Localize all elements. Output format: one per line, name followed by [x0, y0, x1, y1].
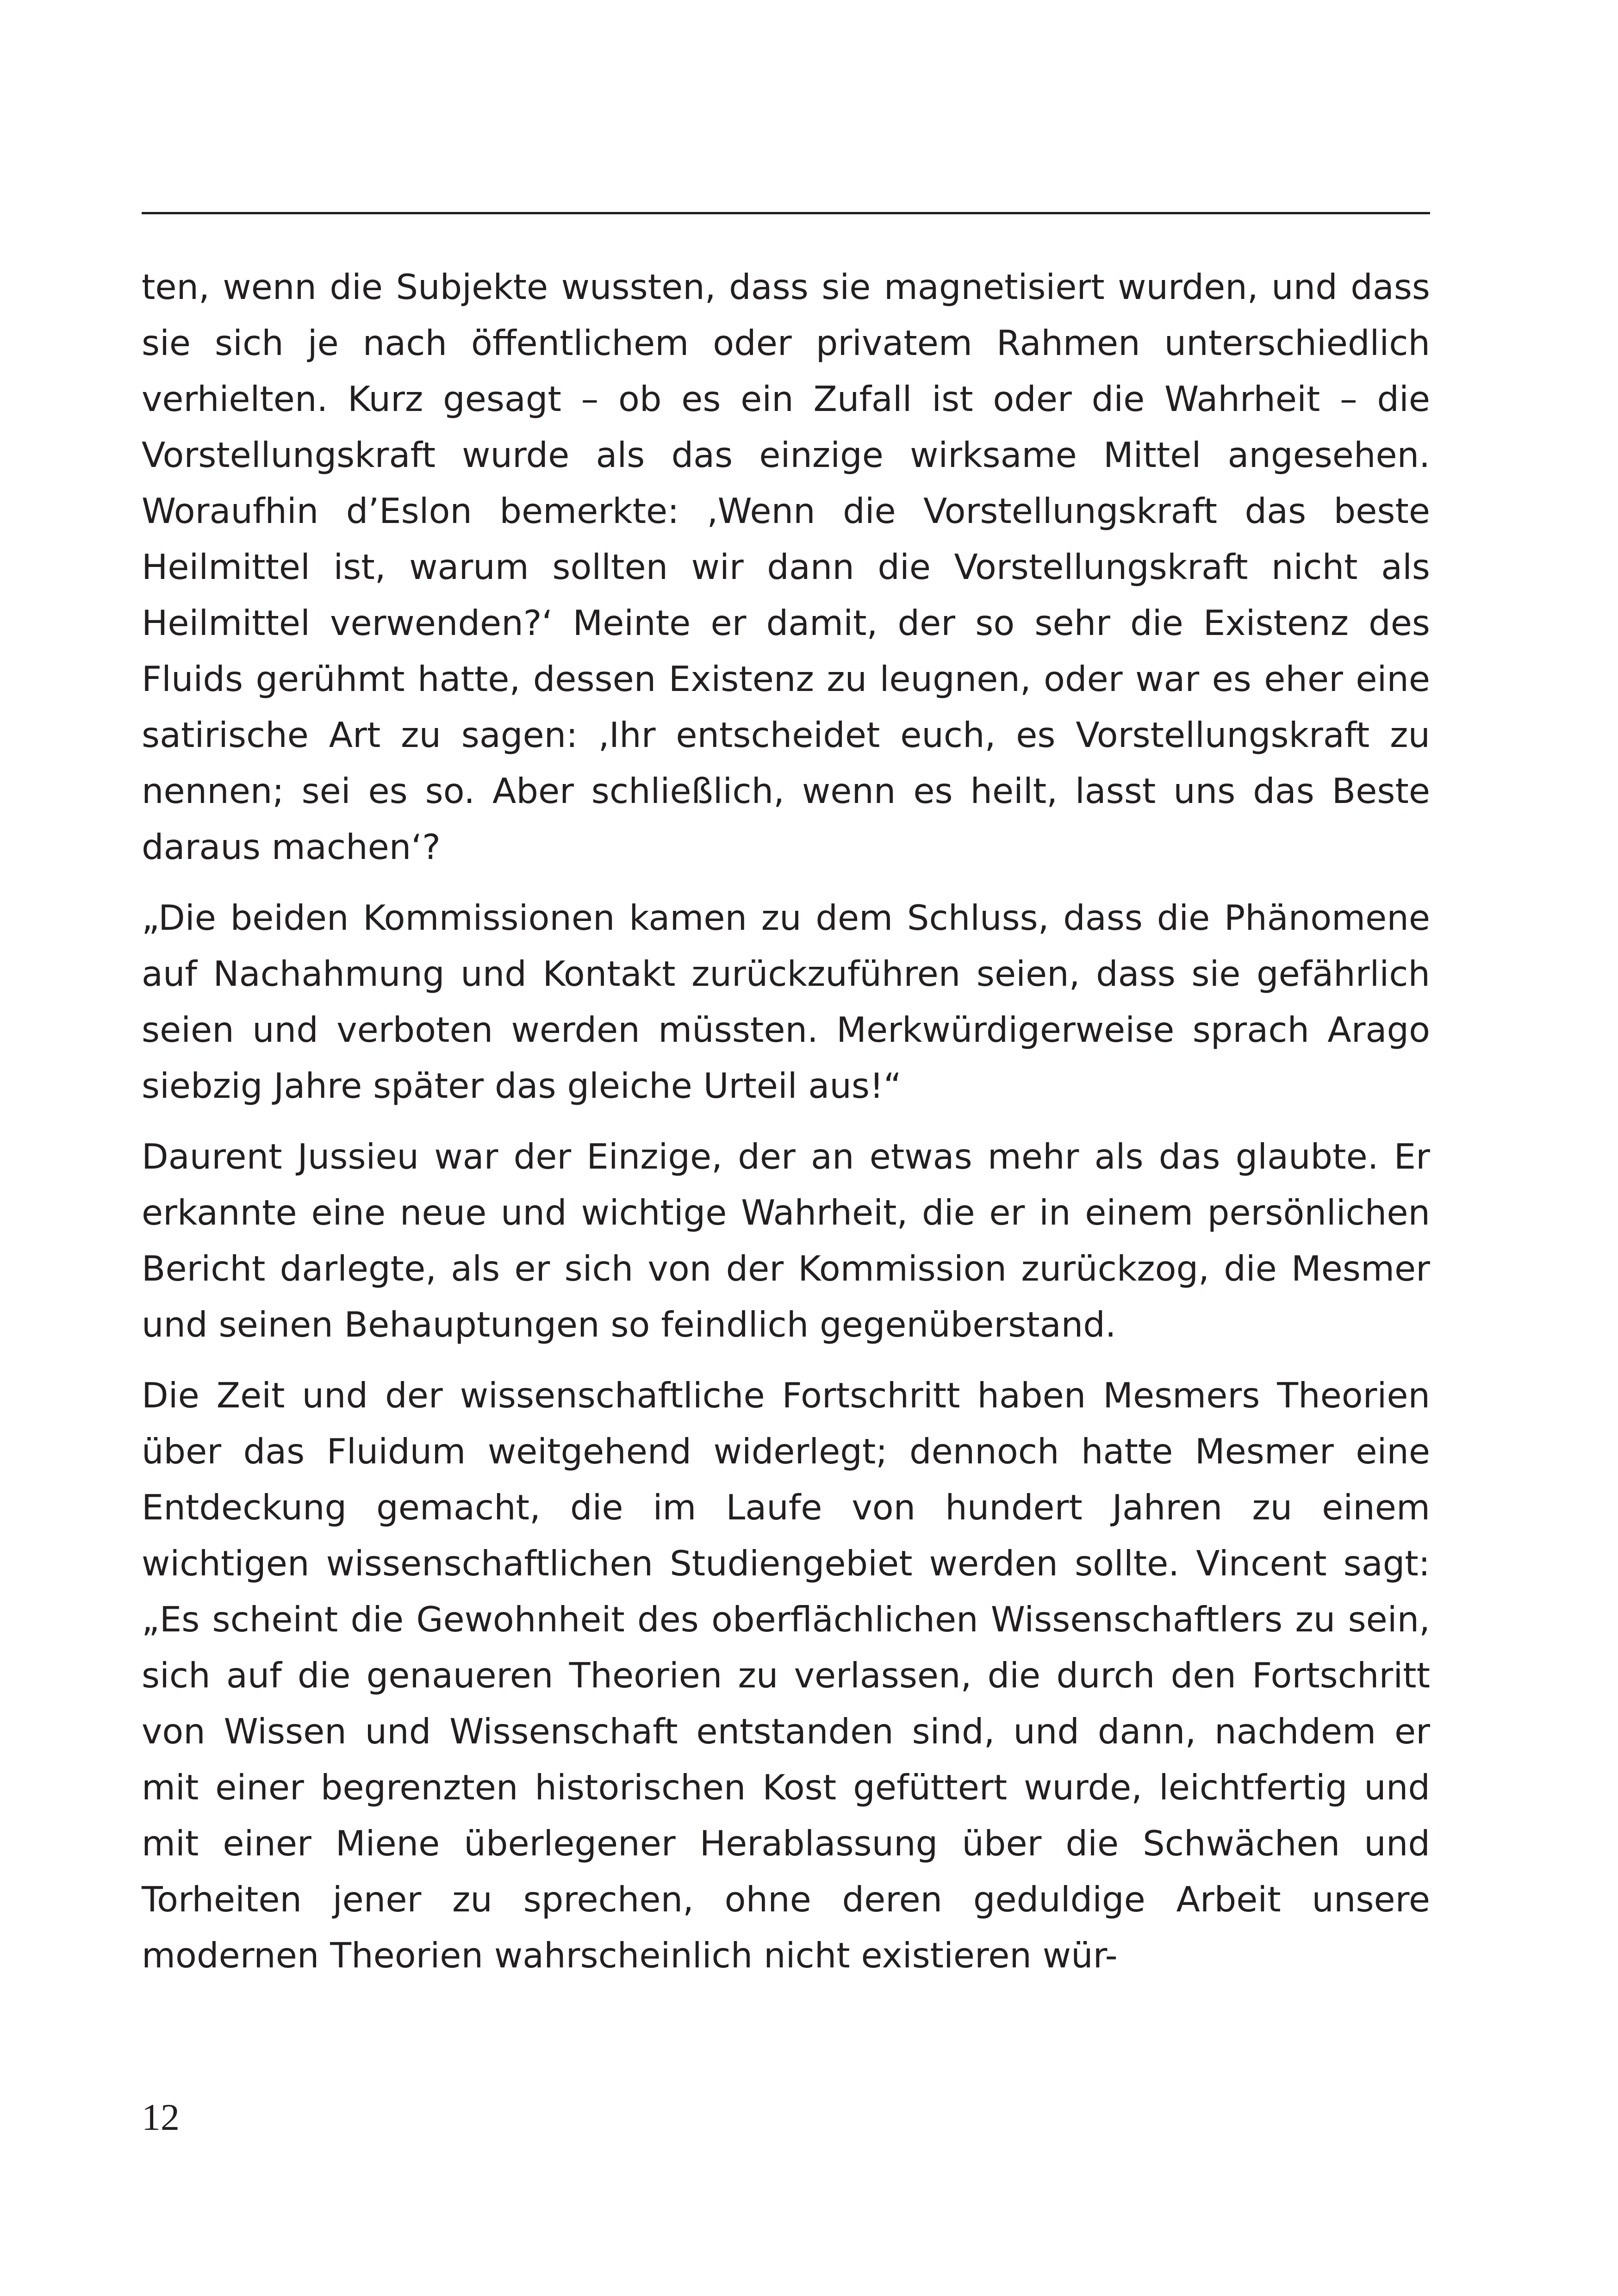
paragraph-1: ten, wenn die Subjekte wussten, dass sie magnetisiert wurden, und dass sie sich je nach öffentlichem oder privatem Rahmen unterschiedlich verhielten. Kurz gesagt – ob es ein Zufall ist oder die Wahrheit – die Vorstellungskraft wurde als das einzige wirksame Mittel angesehen. Woraufhin d’Eslon bemerkte: ‚Wenn die Vorstellungskraft das beste Heilmittel ist, warum sollten wir dann die Vorstellungskraft nicht als Heilmittel verwenden?‘ Meinte er damit, der so sehr die Existenz des Fluids gerühmt hatte, dessen Existenz zu leugnen, oder war es eher eine satirische Art zu sagen: ‚Ihr entscheidet euch, es Vorstellungskraft zu nennen; sei es so. Aber schließlich, wenn es heilt, lasst uns das Beste daraus machen‘? [142, 267, 1430, 867]
paragraph-2: „Die beiden Kommissionen kamen zu dem Schluss, dass die Phänomene auf Nachahmung und Kontakt zurückzuführen seien, dass sie gefährlich seien und verboten werden müssten. Merkwürdigerweise sprach Arago siebzig Jahre später das gleiche Urteil aus!“ [142, 897, 1430, 1106]
paragraph-4: Die Zeit und der wissenschaftliche Fortschritt haben Mesmers Theorien über das Fluidum weitgehend widerlegt; dennoch hatte Mesmer eine Entdeckung gemacht, die im Laufe von hundert Jahren zu einem wichtigen wissenschaftlichen Studiengebiet werden sollte. Vincent sagt: „Es scheint die Gewohnheit des oberflächlichen Wissenschaftlers zu sein, sich auf die genaueren Theorien zu verlassen, die durch den Fortschritt von Wissen und Wissenschaft entstanden sind, und dann, nachdem er mit einer begrenzten historischen Kost gefüttert wurde, leichtfertig und mit einer Miene überlegener Herablassung über die Schwächen und Torheiten jener zu sprechen, ohne deren geduldige Arbeit unsere modernen Theorien wahrscheinlich nicht existieren wür- [142, 1375, 1430, 1976]
page-number: 12 [142, 2096, 180, 2138]
paragraph-3: Daurent Jussieu war der Einzige, der an etwas mehr als das glaubte. Er erkannte eine neue und wichtige Wahrheit, die er in einem persönlichen Bericht darlegte, als er sich von der Kommission zurückzog, die Mesmer und seinen Behauptungen so feindlich gegenüberstand. [142, 1136, 1430, 1345]
header-rule [142, 212, 1430, 214]
body-text [142, 259, 1430, 1984]
